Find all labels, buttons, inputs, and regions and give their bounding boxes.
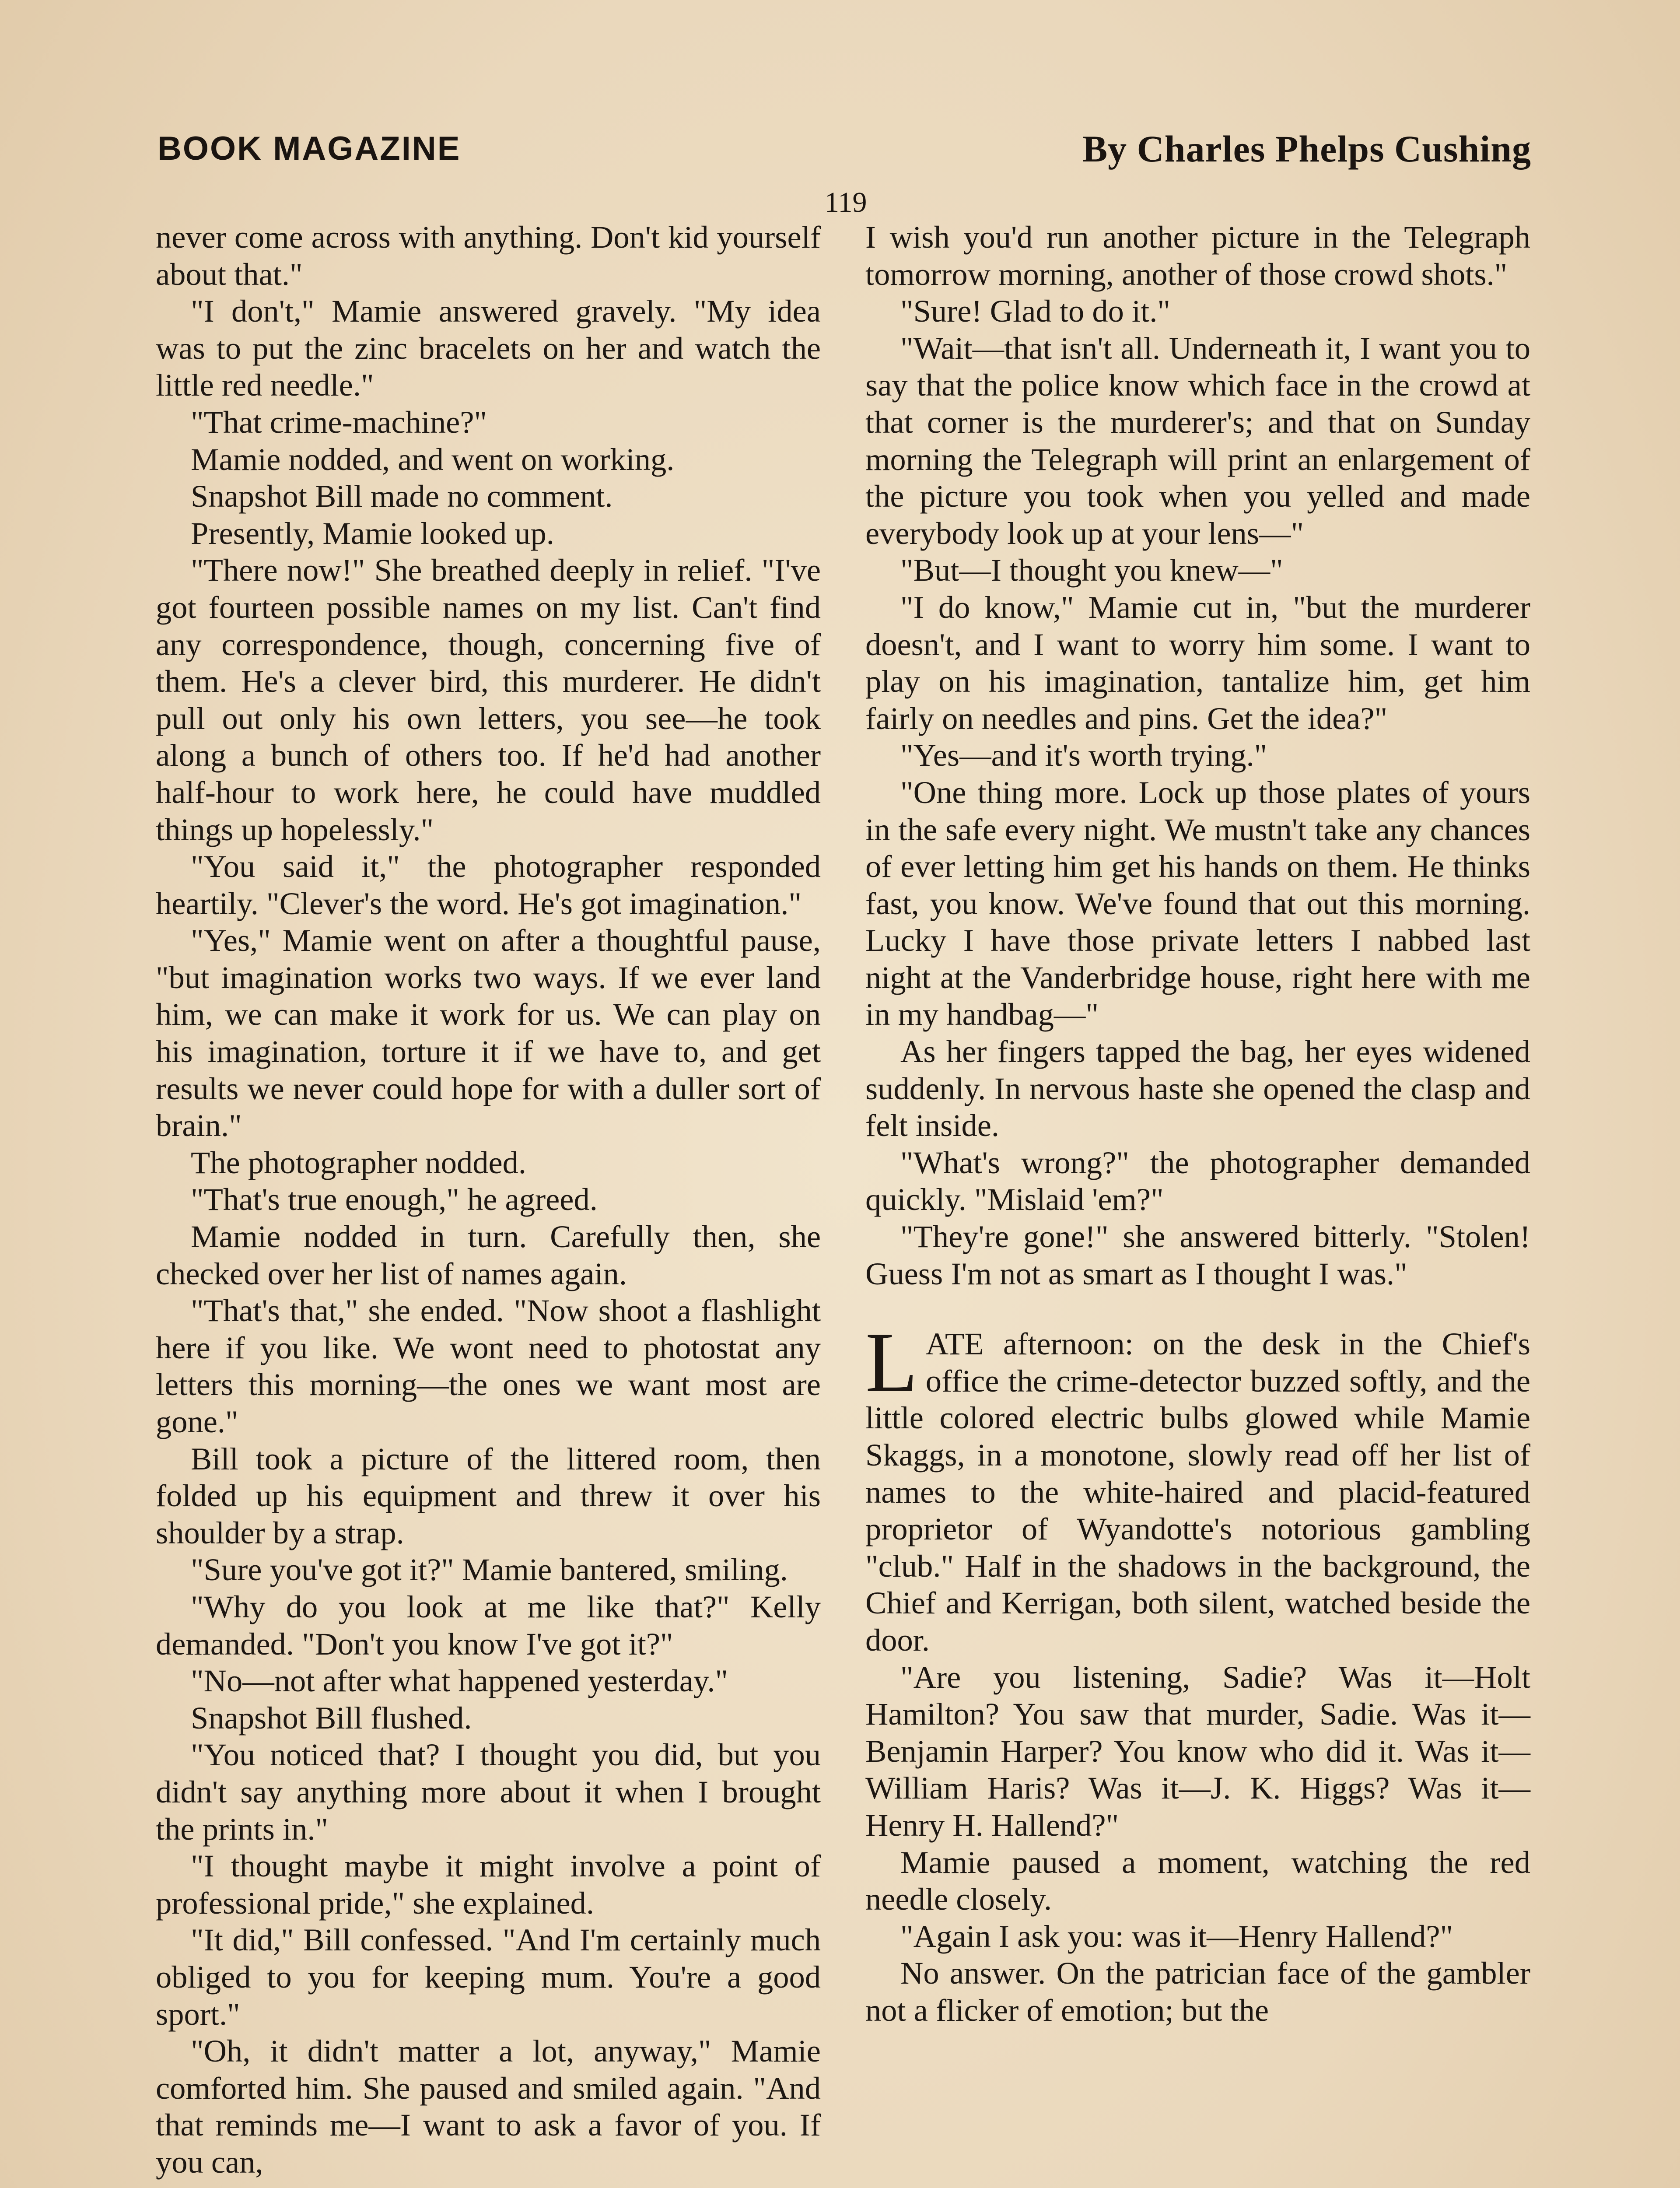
paragraph-text: "Yes—and it's worth trying."	[900, 737, 1267, 773]
paragraph	[865, 1218, 1530, 1292]
paragraph-text: As her fingers tapped the bag, her eyes widened suddenly. In nervous haste she opened the clasp and felt inside.	[865, 1034, 1530, 1143]
paragraph	[156, 1441, 821, 1552]
paragraph	[865, 737, 1530, 774]
paragraph	[156, 1736, 821, 1848]
paragraph	[865, 589, 1530, 737]
paragraph	[156, 219, 821, 293]
paragraph-text: never come across with anything. Don't kid yourself about that."	[156, 219, 821, 292]
paragraph	[156, 515, 821, 552]
paragraph-text: "Sure you've got it?" Mamie bantered, smiling.	[191, 1552, 788, 1588]
paragraph-text: Mamie nodded, and went on working.	[191, 441, 675, 477]
paragraph-text: "Wait—that isn't all. Underneath it, I want you to say that the police know which face in the crowd at that corner is the murderer's; and that on Sunday morning the Telegraph will print an enlargement of the picture you took when you yelled and made everybody look up at your lens—"	[865, 330, 1530, 551]
paragraph-text: "What's wrong?" the photographer demanded quickly. "Mislaid 'em?"	[865, 1144, 1530, 1217]
paragraph	[865, 552, 1530, 589]
paragraph	[156, 848, 821, 922]
paragraph-text: Snapshot Bill flushed.	[191, 1700, 472, 1736]
paragraph	[156, 1662, 821, 1700]
paragraph-text: Bill took a picture of the littered room, then folded up his equipment and threw it over his shoulder by a strap.	[156, 1441, 821, 1550]
paragraph-text: "I don't," Mamie answered gravely. "My idea was to put the zinc bracelets on her and watch the little red needle."	[156, 293, 821, 403]
paragraph	[156, 441, 821, 478]
paragraph-text: "But—I thought you knew—"	[900, 552, 1283, 588]
paragraph-text: Presently, Mamie looked up.	[191, 515, 554, 551]
paragraph-text: No answer. On the patrician face of the gambler not a flicker of emotion; but the	[865, 1955, 1530, 2028]
paragraph	[156, 1144, 821, 1182]
paragraph	[156, 1218, 821, 1292]
paragraph-text: "Oh, it didn't matter a lot, anyway," Mamie comforted him. She paused and smiled again. "And that reminds me—I want to ask a favor of you. If you can,	[156, 2033, 821, 2180]
page-number: 119	[825, 186, 867, 218]
paragraph-text: Mamie paused a moment, watching the red needle closely.	[865, 1844, 1530, 1917]
paragraph-text: "It did," Bill confessed. "And I'm certainly much obliged to you for keeping mum. You're a good sport."	[156, 1922, 821, 2032]
paragraph	[865, 1659, 1530, 1844]
paragraph-text: "That's that," she ended. "Now shoot a flashlight here if you like. We wont need to photostat any letters this morning—the ones we want most are gone."	[156, 1293, 821, 1439]
paragraph	[156, 293, 821, 404]
paragraph	[156, 478, 821, 515]
paragraph-text: "Yes," Mamie went on after a thoughtful pause, "but imagination works two ways. If we ever land him, we can make it work for us. We can play on his imagination, torture it if we have to, and get results we never could hope for with a duller sort of brain."	[156, 922, 821, 1143]
paragraph	[156, 552, 821, 848]
paragraph	[865, 1315, 1530, 1659]
paragraph	[865, 219, 1530, 293]
paragraph	[156, 1922, 821, 2033]
paragraph-text: "Are you listening, Sadie? Was it—Holt Hamilton? You saw that murder, Sadie. Was it—Benjamin Harper? You know who did it. Was it—William Haris? Was it—J. K. Higgs? Was it—Henry H. Hallend?"	[865, 1659, 1530, 1843]
paragraph	[156, 1588, 821, 1662]
paragraph-text: Snapshot Bill made no comment.	[191, 478, 613, 514]
paragraph	[865, 1844, 1530, 1918]
paragraph-text: "They're gone!" she answered bitterly. "Stolen! Guess I'm not as smart as I thought I was."	[865, 1219, 1530, 1291]
paragraph-text: "That crime-machine?"	[191, 404, 487, 440]
drop-cap: L	[865, 1315, 918, 1410]
paragraph-text: "I thought maybe it might involve a point of professional pride," she explained.	[156, 1848, 821, 1921]
author-byline: By Charles Phelps Cushing	[1082, 128, 1531, 170]
paragraph-text: "You said it," the photographer responded heartily. "Clever's the word. He's got imagination."	[156, 849, 821, 921]
paragraph	[865, 1144, 1530, 1218]
paragraph-text: "No—not after what happened yesterday."	[191, 1663, 728, 1699]
paragraph	[156, 1848, 821, 1922]
paragraph	[865, 293, 1530, 330]
paragraph-text: "One thing more. Lock up those plates of yours in the safe every night. We mustn't take any chances of ever letting him get his hands on them. He thinks fast, you know. We've found that out this morning. Lucky I have those private letters I nabbed last night at the Vanderbridge house, right here with me in my handbag—"	[865, 774, 1530, 1032]
paragraph-text: ATE afternoon: on the desk in the Chief's office the crime-detector buzzed softly, and the little colored electric bulbs glowed while Mamie Skaggs, in a monotone, slowly read off her list of names to the white-haired and placid-featured proprietor of Wyandotte's notorious gambling "club." Half in the shadows in the background, the Chief and Kerrigan, both silent, watched beside the door.	[865, 1326, 1530, 1658]
paragraph	[156, 1700, 821, 1737]
paragraph-text: "There now!" She breathed deeply in relief. "I've got fourteen possible names on my list. Can't find any correspondence, though, concerning five of them. He's a clever bird, this murderer. He didn't pull out only his own letters, you see—he took along a bunch of others too. If he'd had another half-hour to work here, he could have muddled things up hopelessly."	[156, 552, 821, 847]
paragraph-text: "Again I ask you: was it—Henry Hallend?"	[900, 1918, 1453, 1954]
paragraph	[156, 1292, 821, 1440]
paragraph	[865, 1955, 1530, 2029]
paragraph-text: "Sure! Glad to do it."	[900, 293, 1170, 329]
paragraph	[865, 1033, 1530, 1144]
left-column	[156, 219, 821, 2188]
paragraph-text: "That's true enough," he agreed.	[191, 1182, 598, 1217]
magazine-title: BOOK MAGAZINE	[158, 130, 461, 167]
paragraph-text: The photographer nodded.	[191, 1144, 527, 1180]
paragraph	[865, 330, 1530, 552]
paragraph	[156, 2033, 821, 2181]
paragraph	[156, 404, 821, 441]
right-column	[865, 219, 1530, 2188]
paragraph-text: "Why do you look at me like that?" Kelly demanded. "Don't you know I've got it?"	[156, 1588, 821, 1662]
paragraph-text: Mamie nodded in turn. Carefully then, she checked over her list of names again.	[156, 1219, 821, 1291]
paragraph	[156, 922, 821, 1144]
paragraph-text: "I do know," Mamie cut in, "but the murderer doesn't, and I want to worry him some. I want to play on his imagination, tantalize him, get him fairly on needles and pins. Get the idea?"	[865, 589, 1530, 736]
paragraph-text: I wish you'd run another picture in the Telegraph tomorrow morning, another of those crowd shots."	[865, 219, 1530, 292]
paragraph	[156, 1181, 821, 1218]
paragraph	[865, 774, 1530, 1033]
paragraph	[865, 1918, 1530, 1955]
paragraph	[156, 1551, 821, 1588]
paragraph-text: "You noticed that? I thought you did, but you didn't say anything more about it when I brought the prints in."	[156, 1737, 821, 1847]
